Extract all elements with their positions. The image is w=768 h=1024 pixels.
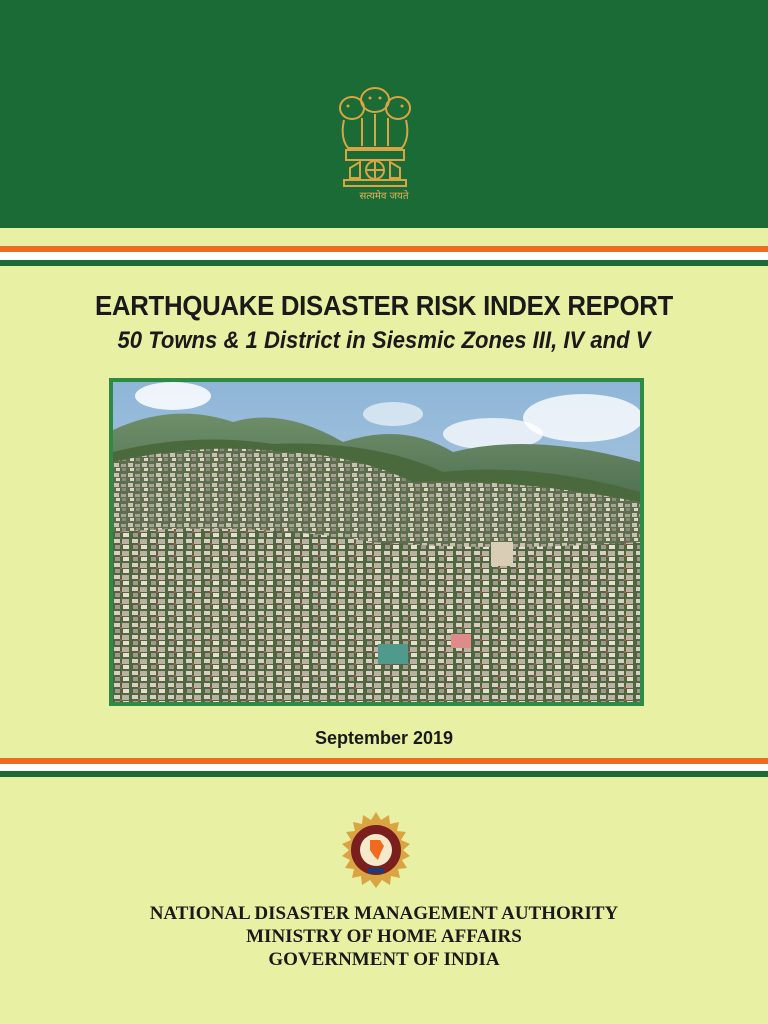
report-subtitle: 50 Towns & 1 District in Siesmic Zones III, IV and V	[117, 327, 651, 354]
emblem-motto: सत्यमेव जयते	[359, 191, 409, 202]
white-stripe-bottom	[0, 764, 768, 771]
ndma-seal-icon	[334, 812, 418, 896]
org-line-government: GOVERNMENT OF INDIA	[268, 949, 500, 970]
report-date: September 2019	[314, 728, 454, 748]
hillside-town-photo	[113, 382, 640, 702]
title-block	[0, 288, 768, 358]
green-stripe-bottom	[0, 771, 768, 777]
org-line-ministry: MINISTRY OF HOME AFFAIRS	[246, 926, 522, 947]
white-stripe-top	[0, 252, 768, 260]
org-line-ndma: NATIONAL DISASTER MANAGEMENT AUTHORITY	[149, 903, 619, 924]
photo-frame	[109, 378, 644, 706]
organization-block	[0, 902, 768, 971]
report-title: EARTHQUAKE DISASTER RISK INDEX REPORT	[94, 290, 674, 321]
green-stripe-top	[0, 260, 768, 266]
